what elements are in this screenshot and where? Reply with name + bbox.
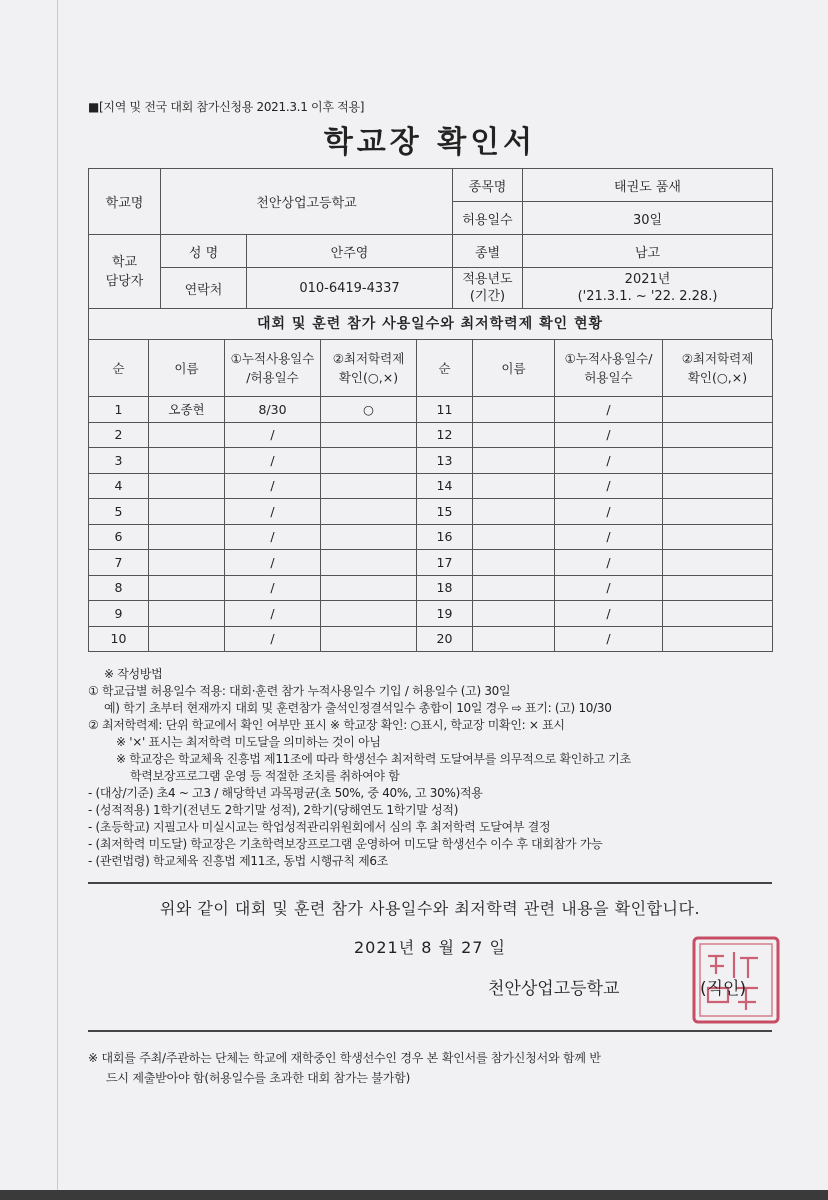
header-days-2: ①누적사용일수/ 허용일수: [555, 340, 663, 397]
footer-note: [88, 1048, 772, 1088]
row-name: [149, 473, 225, 499]
roster-table: [88, 339, 773, 652]
page-fold-line: [57, 0, 58, 1190]
note-detail-1: - (대상/기준) 초4 ~ 고3 / 해당학년 과목평균(초 50%, 중 40%, 고 30%)적용: [88, 786, 483, 800]
note-2-b: ※ 학교장은 학교체육 진흥법 제11조에 따라 학생선수 최저학력 도달여부를 의무적으로 확인하고 기초: [116, 752, 631, 766]
table-row: [89, 397, 773, 423]
row-days: /: [225, 575, 321, 601]
table-row: [89, 601, 773, 627]
row-days: /: [225, 473, 321, 499]
row-days: 8/30: [225, 397, 321, 423]
confirmation-text: 위와 같이 대회 및 훈련 참가 사용일수와 최저학력 관련 내용을 확인합니다.: [159, 899, 701, 918]
row-check: [321, 626, 417, 652]
row-days-2: /: [555, 575, 663, 601]
row-no: 1: [89, 397, 149, 423]
header-check-2: ②최저학력제 확인(○,×): [663, 340, 773, 397]
row-no: 7: [89, 550, 149, 576]
row-days-2: /: [555, 550, 663, 576]
contact-label: 연락처: [161, 268, 247, 309]
note-detail-2: - (성적적용) 1학기(전년도 2학기말 성적), 2학기(당해연도 1학기말 성적): [88, 803, 459, 817]
row-name-2: [473, 422, 555, 448]
info-table: [88, 168, 773, 309]
row-name: [149, 422, 225, 448]
note-2: ② 최저학력제: 단위 학교에서 확인 여부만 표시 ※ 학교장 확인: ○표시, 학교장 미확인: × 표시: [88, 718, 565, 732]
row-check-2: [663, 575, 773, 601]
row-check-2: [663, 397, 773, 423]
row-name-2: [473, 550, 555, 576]
table-row: [89, 575, 773, 601]
row-no-2: 16: [417, 524, 473, 550]
row-no: 10: [89, 626, 149, 652]
row-days: /: [225, 626, 321, 652]
row-check: [321, 575, 417, 601]
allowed-value: 30일: [523, 202, 773, 235]
row-days: /: [225, 448, 321, 474]
header-no: 순: [89, 340, 149, 397]
name-label: 성 명: [161, 235, 247, 268]
row-days: /: [225, 550, 321, 576]
row-days: /: [225, 524, 321, 550]
note-1-example: 예) 학기 초부터 현재까지 대회 및 훈련참가 출석인정결석일수 총합이 10일 경우 ⇨ 표기: (고) 10/30: [104, 701, 612, 715]
row-check-2: [663, 524, 773, 550]
divider: [88, 882, 772, 884]
row-no-2: 11: [417, 397, 473, 423]
row-name: [149, 601, 225, 627]
note-detail-5: - (관련법령) 학교체육 진흥법 제11조, 동법 시행규칙 제6조: [88, 854, 389, 868]
header-name: 이름: [149, 340, 225, 397]
divider-2: [88, 1030, 772, 1032]
gender-label: 종별: [453, 235, 523, 268]
row-no-2: 19: [417, 601, 473, 627]
row-no-2: 12: [417, 422, 473, 448]
row-name-2: [473, 575, 555, 601]
row-no-2: 14: [417, 473, 473, 499]
row-no: 4: [89, 473, 149, 499]
row-check: [321, 524, 417, 550]
note-detail-3: - (초등학교) 지필고사 미실시교는 학업성적관리위원회에서 심의 후 최저학력 도달여부 결정: [88, 820, 551, 834]
row-check-2: [663, 626, 773, 652]
note-2-b-cont: 학력보장프로그램 운영 등 적절한 조치를 취하여야 함: [130, 769, 400, 783]
row-check-2: [663, 422, 773, 448]
row-name-2: [473, 397, 555, 423]
row-check: [321, 601, 417, 627]
row-name: [149, 550, 225, 576]
row-check-2: [663, 499, 773, 525]
row-no: 2: [89, 422, 149, 448]
row-days-2: /: [555, 524, 663, 550]
row-days: /: [225, 601, 321, 627]
row-days-2: /: [555, 448, 663, 474]
row-no-2: 18: [417, 575, 473, 601]
table-row: [89, 524, 773, 550]
header-days: ①누적사용일수 /허용일수: [225, 340, 321, 397]
gender-value: 남고: [523, 235, 773, 268]
issue-date: 2021년 8 월 27 일: [354, 938, 506, 957]
header-no-2: 순: [417, 340, 473, 397]
note-detail-4: - (최저학력 미도달) 학교장은 기초학력보장프로그램 운영하여 미도달 학생선수 이수 후 대회참가 가능: [88, 837, 603, 851]
school-label: 학교명: [89, 169, 161, 235]
signature-row: [88, 964, 772, 1008]
row-name-2: [473, 499, 555, 525]
roster-subtitle: 대회 및 훈련 참가 사용일수와 최저학력제 확인 현황: [88, 309, 772, 339]
header-note: ■[지역 및 전국 대회 참가신청용 2021.3.1 이후 적용]: [88, 100, 365, 114]
allowed-label: 허용일수: [453, 202, 523, 235]
header-name-2: 이름: [473, 340, 555, 397]
footer-line-1: ※ 대회를 주최/주관하는 단체는 학교에 재학중인 학생선수인 경우 본 확인서를 참가신청서와 함께 반: [88, 1051, 601, 1065]
notes-heading: ※ 작성방법: [104, 667, 163, 681]
document-title: 학교장 확인서: [323, 125, 537, 160]
staff-label: 학교 담당자: [89, 235, 161, 309]
row-days-2: /: [555, 473, 663, 499]
row-no-2: 13: [417, 448, 473, 474]
row-no-2: 15: [417, 499, 473, 525]
row-name: [149, 524, 225, 550]
row-check: ○: [321, 397, 417, 423]
row-check: [321, 448, 417, 474]
row-name: [149, 448, 225, 474]
table-row: [89, 626, 773, 652]
row-no: 6: [89, 524, 149, 550]
sport-label: 종목명: [453, 169, 523, 202]
row-name-2: [473, 524, 555, 550]
row-no: 3: [89, 448, 149, 474]
row-days-2: /: [555, 422, 663, 448]
row-name: [149, 626, 225, 652]
table-row: [89, 448, 773, 474]
row-name: [149, 575, 225, 601]
period-value: 2021년 ('21.3.1. ~ '22. 2.28.): [523, 268, 773, 309]
school-value: 천안상업고등학교: [161, 169, 453, 235]
row-check-2: [663, 550, 773, 576]
row-check-2: [663, 448, 773, 474]
row-check: [321, 550, 417, 576]
row-check-2: [663, 601, 773, 627]
school-signature: 천안상업고등학교: [488, 979, 620, 999]
row-check: [321, 499, 417, 525]
row-name-2: [473, 473, 555, 499]
name-value: 안주영: [247, 235, 453, 268]
row-name-2: [473, 626, 555, 652]
row-name: [149, 499, 225, 525]
sport-value: 태권도 품새: [523, 169, 773, 202]
header-check: ②최저학력제 확인(○,×): [321, 340, 417, 397]
row-check: [321, 422, 417, 448]
row-no: 8: [89, 575, 149, 601]
table-row: [89, 422, 773, 448]
table-row: [89, 550, 773, 576]
row-days-2: /: [555, 626, 663, 652]
writing-notes: [88, 666, 772, 870]
row-check: [321, 473, 417, 499]
table-row: [89, 499, 773, 525]
table-row: [89, 473, 773, 499]
row-name-2: [473, 448, 555, 474]
row-no: 5: [89, 499, 149, 525]
row-days-2: /: [555, 601, 663, 627]
note-2-a: ※ '×' 표시는 최저학력 미도달을 의미하는 것이 아님: [116, 735, 381, 749]
period-label: 적용년도 (기간): [453, 268, 523, 309]
contact-value: 010-6419-4337: [247, 268, 453, 309]
row-days-2: /: [555, 499, 663, 525]
row-check-2: [663, 473, 773, 499]
row-name-2: [473, 601, 555, 627]
row-days-2: /: [555, 397, 663, 423]
row-days: /: [225, 499, 321, 525]
seal-label: (직인): [700, 979, 747, 999]
row-no: 9: [89, 601, 149, 627]
note-1: ① 학교급별 허용일수 적용: 대회·훈련 참가 누적사용일수 기입 / 허용일수 (고) 30일: [88, 684, 511, 698]
row-name: 오종현: [149, 397, 225, 423]
row-days: /: [225, 422, 321, 448]
row-no-2: 17: [417, 550, 473, 576]
row-no-2: 20: [417, 626, 473, 652]
footer-line-2: 드시 제출받아야 함(허용일수를 초과한 대회 참가는 불가함): [106, 1071, 411, 1085]
document-content: [88, 98, 772, 1088]
